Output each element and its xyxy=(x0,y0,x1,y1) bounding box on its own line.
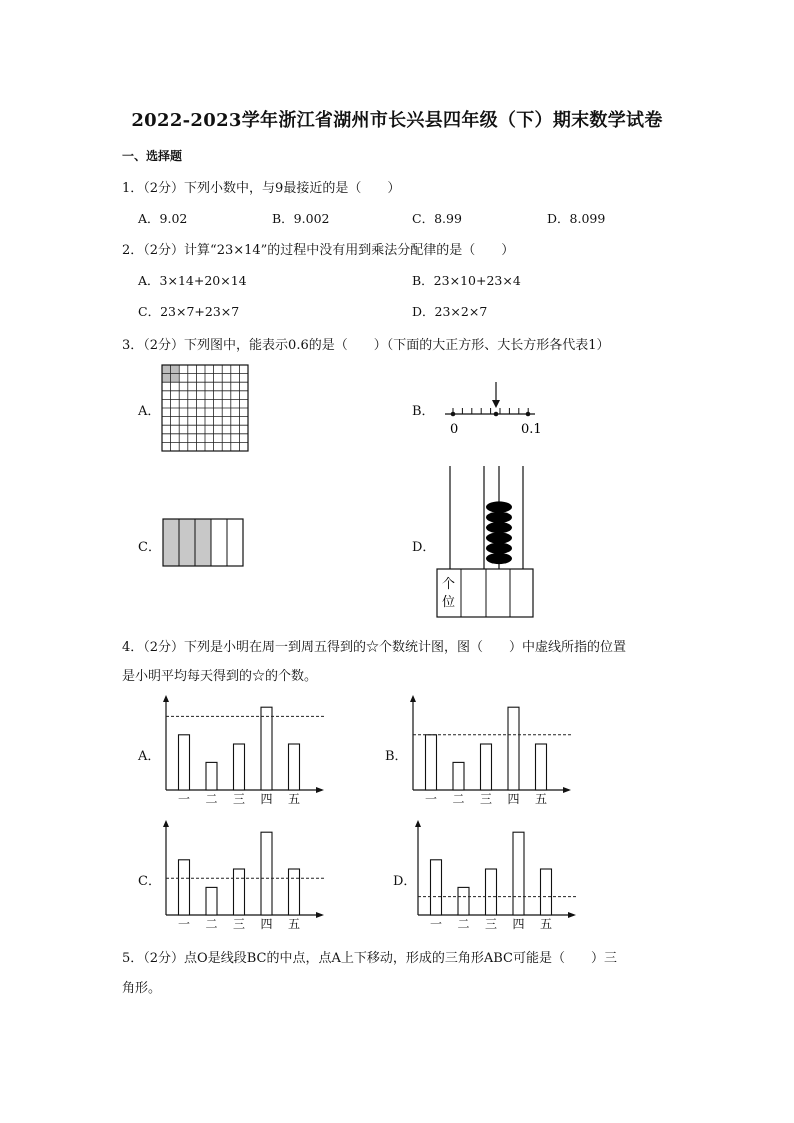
chart-bar xyxy=(289,744,300,790)
chart-bar xyxy=(261,832,272,915)
chart-bar xyxy=(481,744,492,790)
question-3-stem: 3．（2分）下列图中，能表示0.6的是（ ）（下面的大正方形、大长方形各代表1） xyxy=(122,338,610,353)
q4-chart-c xyxy=(158,818,328,933)
chart-tick-label: 四 xyxy=(260,917,273,931)
chart-tick-label: 二 xyxy=(457,917,470,931)
chart-bar xyxy=(426,735,437,790)
arrow-up-icon xyxy=(163,695,169,702)
chart-bar xyxy=(486,869,497,915)
chart-tick-label: 三 xyxy=(232,917,246,931)
chart-tick-label: 三 xyxy=(479,792,493,806)
abacus-label-top: 个 xyxy=(442,577,456,592)
chart-bar xyxy=(541,869,552,915)
arrow-up-icon xyxy=(415,820,421,827)
chart-bar xyxy=(508,707,519,790)
question-5-stem-line2: 角形。 xyxy=(122,981,162,996)
chart-bar xyxy=(513,832,524,915)
q2-option-b: B．23×10+23×4 xyxy=(412,273,521,288)
chart-tick-label: 一 xyxy=(429,917,443,931)
chart-bar xyxy=(458,887,469,915)
chart-tick-label: 四 xyxy=(260,792,273,806)
q1-option-a: A．9.02 xyxy=(138,211,188,226)
chart-tick-label: 一 xyxy=(424,792,438,806)
page-title: 2022-2023学年浙江省湖州市长兴县四年级（下）期末数学试卷 xyxy=(131,110,663,131)
abacus-bead xyxy=(486,553,512,564)
chart-tick-label: 一 xyxy=(177,792,191,806)
chart-bar xyxy=(206,887,217,915)
chart-tick-label: 一 xyxy=(177,917,191,931)
question-1-stem: 1．（2分）下列小数中，与9最接近的是（ ） xyxy=(122,181,401,196)
question-4-stem-line1: 4．（2分）下列是小明在周一到周五得到的☆个数统计图，图（ ）中虚线所指的位置 xyxy=(122,640,627,655)
chart-bar xyxy=(289,869,300,915)
chart-tick-label: 五 xyxy=(287,792,301,806)
q3-number-line-figure xyxy=(435,378,545,438)
q1-option-d: D．8.099 xyxy=(547,211,606,226)
arrow-down-icon xyxy=(492,400,500,408)
chart-tick-label: 二 xyxy=(205,792,218,806)
abacus-bead xyxy=(486,543,512,554)
arrow-right-icon xyxy=(563,787,571,793)
chart-tick-label: 二 xyxy=(205,917,218,931)
chart-bar xyxy=(453,762,464,790)
chart-tick-label: 五 xyxy=(287,917,301,931)
chart-tick-label: 三 xyxy=(484,917,498,931)
chart-tick-label: 三 xyxy=(232,792,246,806)
arrow-right-icon xyxy=(568,912,576,918)
chart-tick-label: 二 xyxy=(452,792,465,806)
q3-line-start-label: 0 xyxy=(450,422,459,437)
q3-abacus-figure xyxy=(436,462,536,620)
question-4-stem-line2: 是小明平均每天得到的☆的个数。 xyxy=(122,669,318,684)
q4-chart-b xyxy=(405,693,575,808)
q3-label-b: B． xyxy=(412,404,435,419)
arrow-right-icon xyxy=(316,787,324,793)
chart-bar xyxy=(536,744,547,790)
chart-bar xyxy=(179,860,190,915)
q3-grid-figure xyxy=(161,364,249,452)
section-heading: 一、选择题 xyxy=(122,149,183,163)
chart-bar xyxy=(206,762,217,790)
q3-label-d: D． xyxy=(412,540,436,555)
question-2-stem: 2．（2分）计算“23×14”的过程中没有用到乘法分配律的是（ ） xyxy=(122,243,515,258)
q2-option-c: C．23×7+23×7 xyxy=(138,304,240,319)
abacus-bead xyxy=(486,501,512,512)
chart-bar xyxy=(234,744,245,790)
abacus-bead xyxy=(486,522,512,533)
q4-chart-a xyxy=(158,693,328,808)
arrow-up-icon xyxy=(410,695,416,702)
q2-option-a: A．3×14+20×14 xyxy=(138,273,247,288)
q4-label-d: D． xyxy=(393,874,417,889)
abacus-label-bottom: 位 xyxy=(442,595,456,610)
chart-tick-label: 五 xyxy=(534,792,548,806)
question-5-stem-line1: 5．（2分）点O是线段BC的中点，点A上下移动，形成的三角形ABC可能是（ ）三 xyxy=(122,951,617,966)
arrow-up-icon xyxy=(163,820,169,827)
chart-bar xyxy=(431,860,442,915)
q4-label-c: C． xyxy=(138,874,161,889)
chart-tick-label: 五 xyxy=(539,917,553,931)
chart-tick-label: 四 xyxy=(512,917,525,931)
q4-chart-d xyxy=(410,818,580,933)
q3-rectangle-figure xyxy=(162,518,244,568)
chart-tick-label: 四 xyxy=(507,792,520,806)
q3-label-a: A． xyxy=(138,404,161,419)
q3-line-end-label: 0.1 xyxy=(521,422,542,437)
q4-label-b: B． xyxy=(385,749,408,764)
arrow-right-icon xyxy=(316,912,324,918)
q4-label-a: A． xyxy=(138,749,161,764)
q2-option-d: D．23×2×7 xyxy=(412,304,488,319)
chart-bar xyxy=(261,707,272,790)
chart-bar xyxy=(234,869,245,915)
q1-option-b: B．9.002 xyxy=(272,211,330,226)
abacus-bead xyxy=(486,512,512,523)
abacus-bead xyxy=(486,532,512,543)
chart-bar xyxy=(179,735,190,790)
q3-label-c: C． xyxy=(138,540,161,555)
q1-option-c: C．8.99 xyxy=(412,211,462,226)
